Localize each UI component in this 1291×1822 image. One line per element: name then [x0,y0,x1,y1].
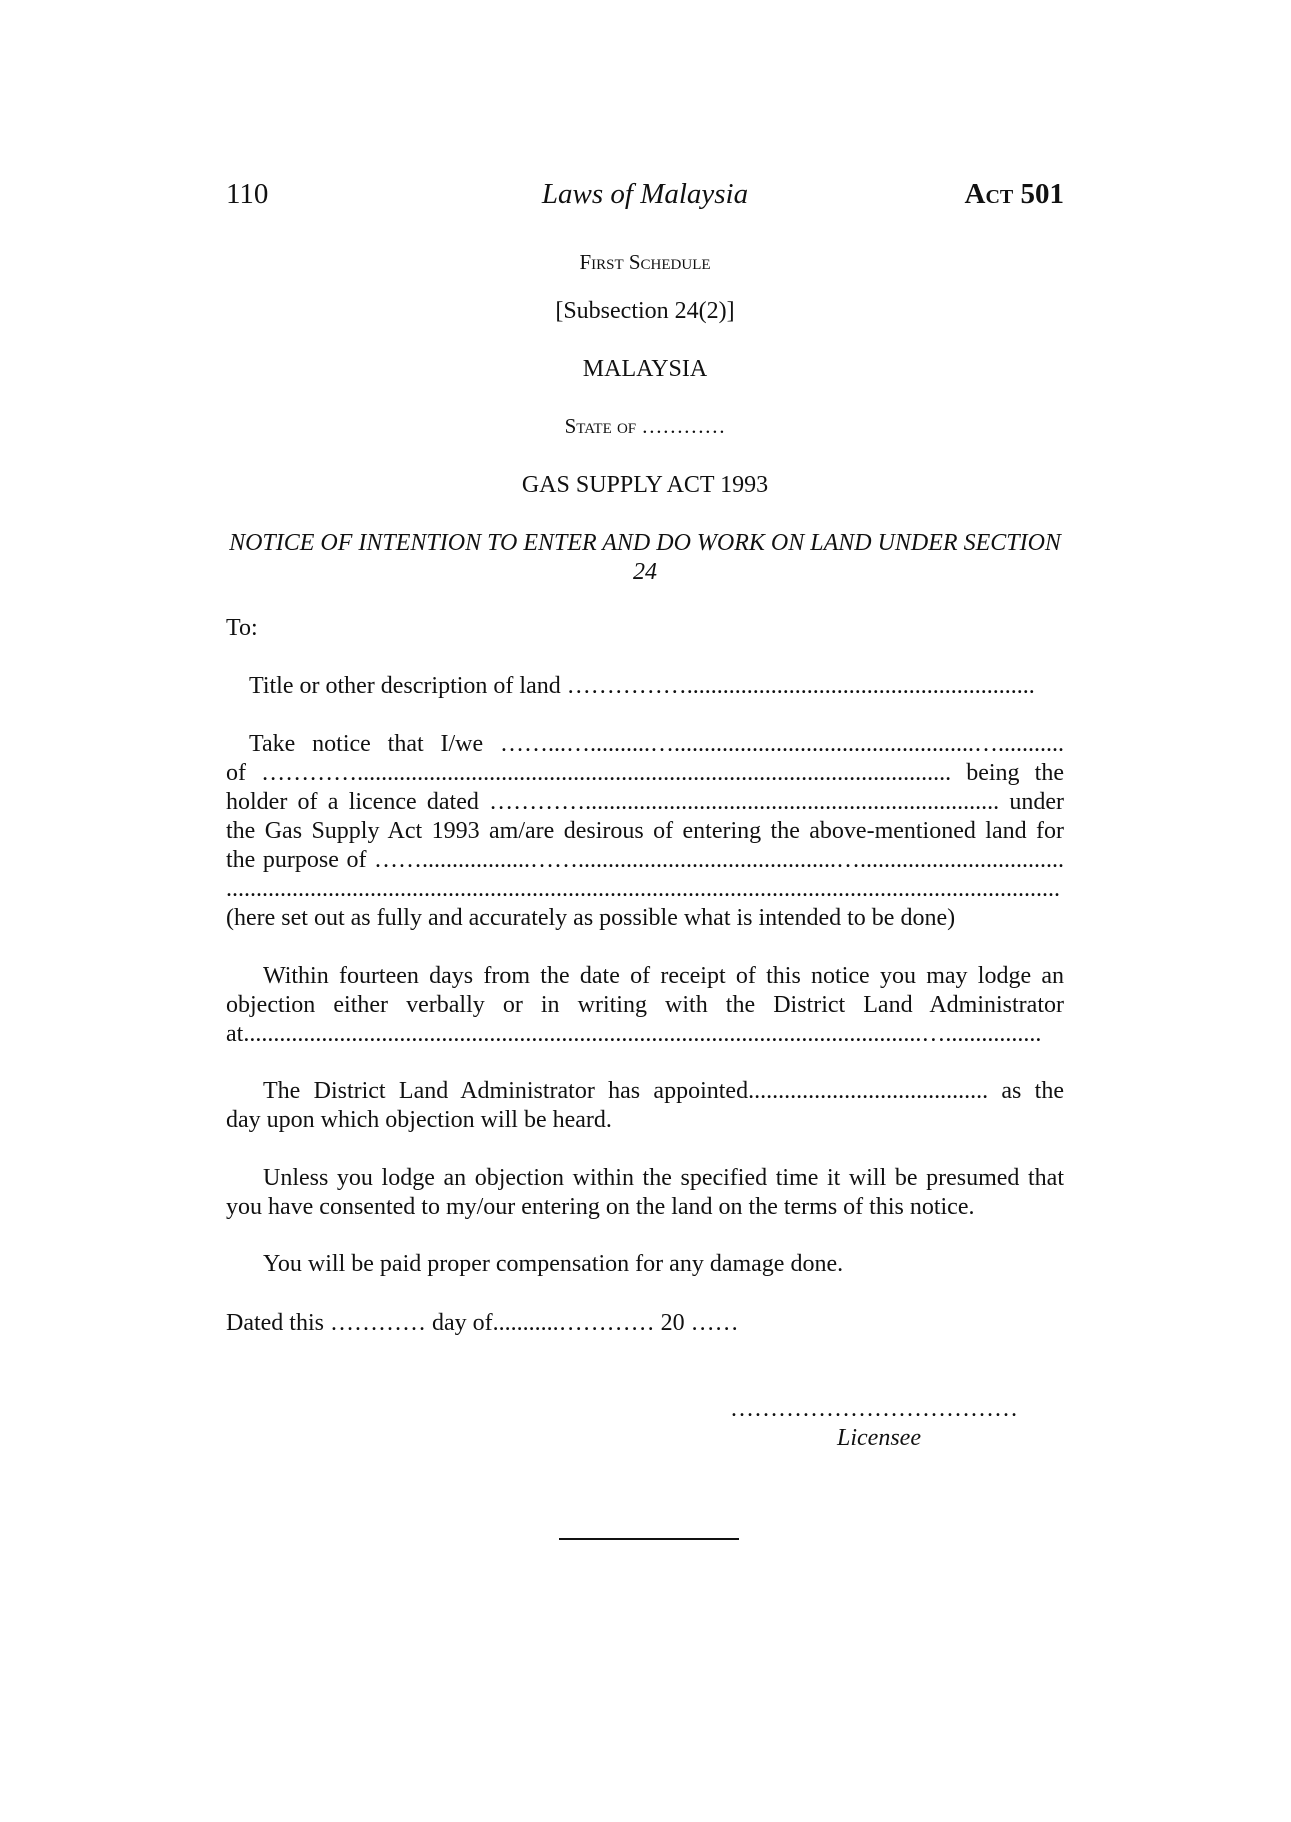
state-label: State of [564,414,637,438]
paragraph-line: Take notice that I/we ……...…..........…..................................................…........... [249,731,1064,757]
land-description-line: Title or other description of land …………….......................................................... [249,673,1035,699]
paragraph-line: holder of a licence dated …………..................................................................... under [226,789,1064,815]
addressee-line: To: [226,615,258,641]
paragraph-line: day upon which objection will be heard. [226,1107,612,1133]
paragraph-line: you have consented to my/our entering on the land on the terms of this notice. [226,1194,975,1220]
paragraph-line: Unless you lodge an objection within the specified time it will be presumed that [263,1165,1064,1191]
notice-title-text: NOTICE OF INTENTION TO ENTER AND DO WORK ON LAND UNDER SECTION 24 [229,530,1061,585]
dated-line: Dated this ………… day of...........………… 20 …… [226,1310,739,1336]
state-heading [226,414,1064,439]
signatory-role: Licensee [837,1425,921,1451]
schedule-title: First Schedule [579,250,711,274]
end-rule [559,1538,739,1540]
notice-title [226,529,1064,587]
country-heading: MALAYSIA [582,356,708,382]
signature-line: ……………………………… [730,1396,1018,1422]
hearing-day-paragraph [226,1077,1064,1135]
paragraph-line: The District Land Administrator has appointed........................................ as the [263,1078,1064,1104]
objection-paragraph [226,962,1064,1049]
paragraph-line: objection either verbally or in writing with the District Land Administrator [226,992,1064,1018]
paragraph-line: the purpose of ……..................……...........................................….................................. [226,847,1064,873]
compensation-paragraph [226,1250,1064,1279]
paragraph-line: You will be paid proper compensation for any damage done. [263,1251,844,1277]
page-number: 110 [226,178,269,210]
paragraph-line: ........................................................................................................................................... [226,876,1060,902]
signature-block [730,1395,1030,1453]
act-name-heading: GAS SUPPLY ACT 1993 [521,472,769,498]
paragraph-line: (here set out as fully and accurately as possible what is intended to be done) [226,905,956,931]
publication-title: Laws of Malaysia [541,178,749,210]
paragraph-line: Within fourteen days from the date of receipt of this notice you may lodge an [263,963,1064,989]
act-number: 501 [1020,178,1064,210]
act-reference [965,178,1064,211]
act-prefix: Act [964,178,1014,210]
running-header [226,178,1064,218]
subsection-reference: [Subsection 24(2)] [555,298,735,324]
paragraph-line: at.................................................................................................................…................ [226,1021,1042,1047]
take-notice-paragraph [226,730,1064,933]
state-blank: ………… [636,414,726,438]
paragraph-line: of …………................................................................................................... being the [226,760,1064,786]
paragraph-line: the Gas Supply Act 1993 am/are desirous of entering the above-mentioned land for [226,818,1064,844]
consent-paragraph [226,1164,1064,1222]
